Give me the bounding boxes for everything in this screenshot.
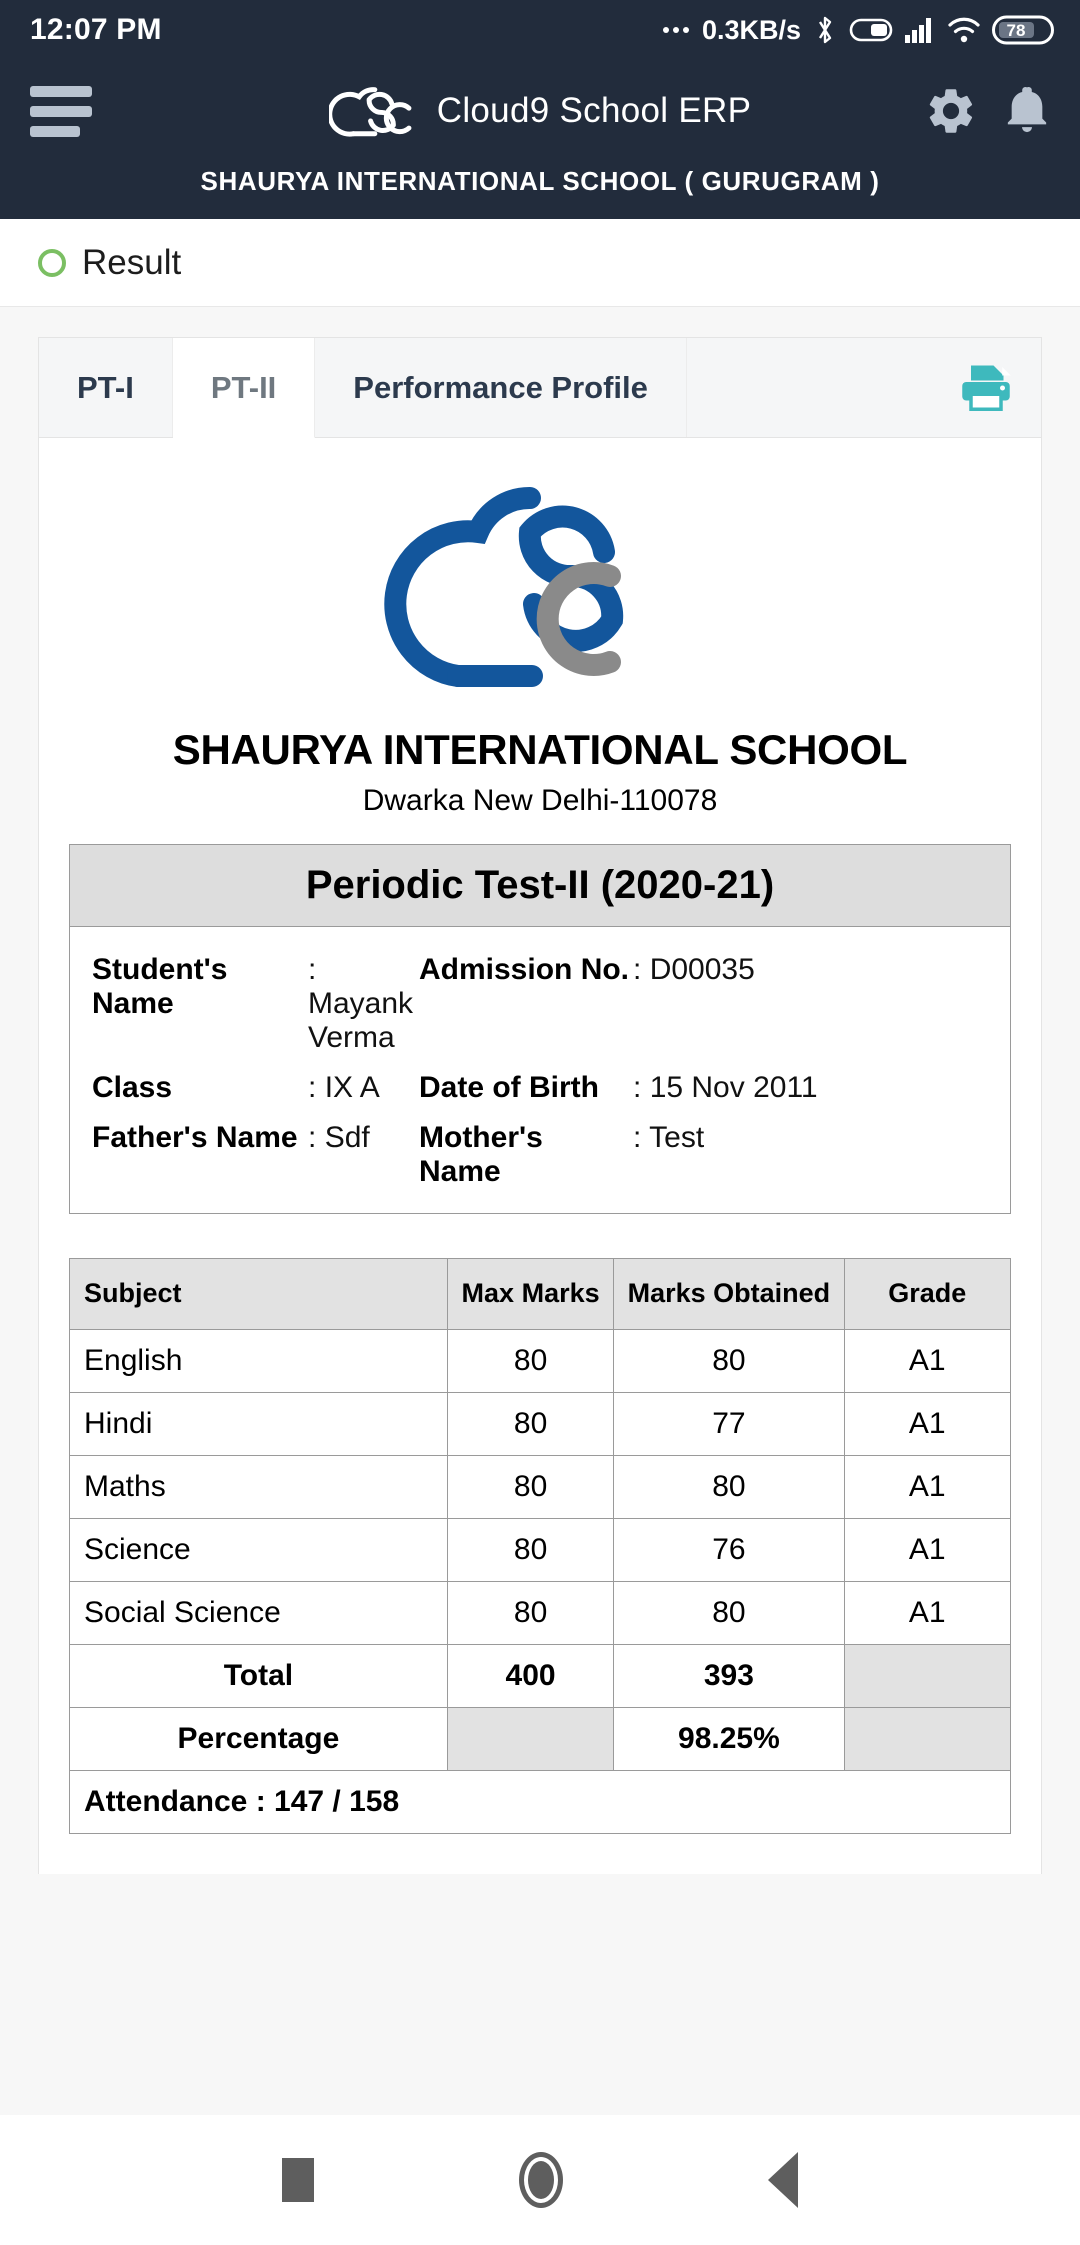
percentage-row <box>70 1707 1011 1770</box>
cell-max: 80 <box>447 1455 613 1518</box>
bell-icon[interactable] <box>1004 85 1050 137</box>
cloud9-logo-icon <box>329 84 415 138</box>
status-bar-clock: 12:07 PM <box>30 13 162 46</box>
app-bar-actions <box>924 84 1050 138</box>
total-grade-blank <box>844 1644 1011 1707</box>
report-body <box>39 438 1041 1874</box>
dots-icon <box>663 27 689 33</box>
marks-table-head <box>70 1259 1011 1330</box>
page-title: Result <box>82 242 182 282</box>
result-card <box>38 337 1042 1874</box>
report-school-name: SHAURYA INTERNATIONAL SCHOOL <box>172 726 908 773</box>
table-row <box>70 1329 1011 1392</box>
app-title: Cloud9 School ERP <box>436 91 752 130</box>
percentage-grade-blank <box>844 1707 1011 1770</box>
cloud9-logo-icon <box>364 480 716 702</box>
label-mothers-name: Mother's Name <box>419 1121 543 1188</box>
value-admission-no: : D00035 <box>633 953 755 986</box>
label-date-of-birth: Date of Birth <box>419 1071 599 1104</box>
column-header-marks-obtained: Marks Obtained <box>614 1259 844 1330</box>
printer-icon <box>956 358 1016 418</box>
total-row <box>70 1644 1011 1707</box>
cell-max: 80 <box>447 1329 613 1392</box>
exam-title: Periodic Test-II (2020-21) <box>70 845 1010 927</box>
android-nav-bar <box>0 2115 1080 2245</box>
value-mothers-name: : Test <box>633 1121 705 1154</box>
cell-subject: English <box>70 1329 448 1392</box>
marks-header-row <box>70 1259 1011 1330</box>
student-info-grid <box>70 927 1010 1213</box>
tab-bar-spacer <box>687 338 931 437</box>
cell-obtained: 80 <box>614 1329 844 1392</box>
table-row <box>70 1455 1011 1518</box>
hamburger-menu-icon[interactable] <box>30 86 92 137</box>
value-students-name: : Mayank Verma <box>308 953 414 1054</box>
cell-grade: A1 <box>844 1392 1011 1455</box>
cell-obtained: 77 <box>614 1392 844 1455</box>
info-row-parents <box>92 1113 988 1197</box>
report-school-address: Dwarka New Delhi-110078 <box>362 784 718 817</box>
table-row <box>70 1392 1011 1455</box>
gear-icon[interactable] <box>924 84 978 138</box>
app-bar <box>0 60 1080 219</box>
student-info-block <box>69 844 1011 1214</box>
total-obtained: 393 <box>614 1644 844 1707</box>
battery-level-label: 78 <box>1006 21 1026 40</box>
cellular-signal-icon <box>904 16 936 44</box>
school-banner: SHAURYA INTERNATIONAL SCHOOL ( GURUGRAM ) <box>200 166 880 196</box>
cell-subject: Social Science <box>70 1581 448 1644</box>
network-speed-label: 0.3KB/s <box>701 14 801 45</box>
cell-obtained: 80 <box>614 1581 844 1644</box>
tab-performance-profile[interactable]: Performance Profile <box>315 338 687 437</box>
table-row <box>70 1581 1011 1644</box>
cell-max: 80 <box>447 1518 613 1581</box>
table-row <box>70 1518 1011 1581</box>
status-bar-icons <box>663 14 1054 46</box>
label-students-name: Student's Name <box>92 953 228 1020</box>
triangle-back-icon[interactable] <box>768 2152 798 2208</box>
label-percentage: Percentage <box>70 1707 448 1770</box>
tab-pt-i[interactable]: PT-I <box>39 338 173 437</box>
circle-home-icon[interactable] <box>519 2152 563 2208</box>
app-brand <box>0 84 1080 138</box>
info-row-name <box>92 945 988 1063</box>
column-header-subject: Subject <box>70 1259 448 1330</box>
cell-grade: A1 <box>844 1455 1011 1518</box>
bluetooth-icon <box>812 14 838 46</box>
value-date-of-birth: : 15 Nov 2011 <box>633 1071 818 1104</box>
cell-max: 80 <box>447 1392 613 1455</box>
attendance-value: Attendance : 147 / 158 <box>70 1770 1011 1833</box>
print-button[interactable] <box>931 338 1041 437</box>
page-header <box>0 219 1080 307</box>
label-total: Total <box>70 1644 448 1707</box>
attendance-row <box>70 1770 1011 1833</box>
status-bar <box>0 0 1080 60</box>
total-max: 400 <box>447 1644 613 1707</box>
report-logo <box>69 464 1011 712</box>
label-admission-no: Admission No. <box>419 953 630 986</box>
column-header-grade: Grade <box>844 1259 1011 1330</box>
rotation-lock-icon <box>849 15 893 45</box>
cell-subject: Maths <box>70 1455 448 1518</box>
cell-obtained: 76 <box>614 1518 844 1581</box>
content-area <box>0 307 1080 2115</box>
percentage-value: 98.25% <box>614 1707 844 1770</box>
tab-bar <box>39 338 1041 438</box>
cell-grade: A1 <box>844 1581 1011 1644</box>
cell-subject: Science <box>70 1518 448 1581</box>
marks-table-body <box>70 1329 1011 1833</box>
wifi-icon <box>947 16 981 44</box>
battery-icon <box>992 14 1054 46</box>
cell-subject: Hindi <box>70 1392 448 1455</box>
app-bar-top-row <box>0 68 1080 154</box>
info-row-class <box>92 1063 988 1113</box>
column-header-max-marks: Max Marks <box>447 1259 613 1330</box>
value-class: : IX A <box>308 1071 380 1104</box>
percentage-max-blank <box>447 1707 613 1770</box>
label-fathers-name: Father's Name <box>92 1121 298 1154</box>
label-class: Class <box>92 1071 173 1104</box>
cell-grade: A1 <box>844 1329 1011 1392</box>
value-fathers-name: : Sdf <box>308 1121 370 1154</box>
marks-table <box>69 1258 1011 1834</box>
cell-grade: A1 <box>844 1518 1011 1581</box>
tab-pt-ii[interactable]: PT-II <box>173 338 315 438</box>
square-recents-icon[interactable] <box>282 2158 314 2202</box>
circle-outline-icon <box>38 249 66 277</box>
cell-obtained: 80 <box>614 1455 844 1518</box>
cell-max: 80 <box>447 1581 613 1644</box>
